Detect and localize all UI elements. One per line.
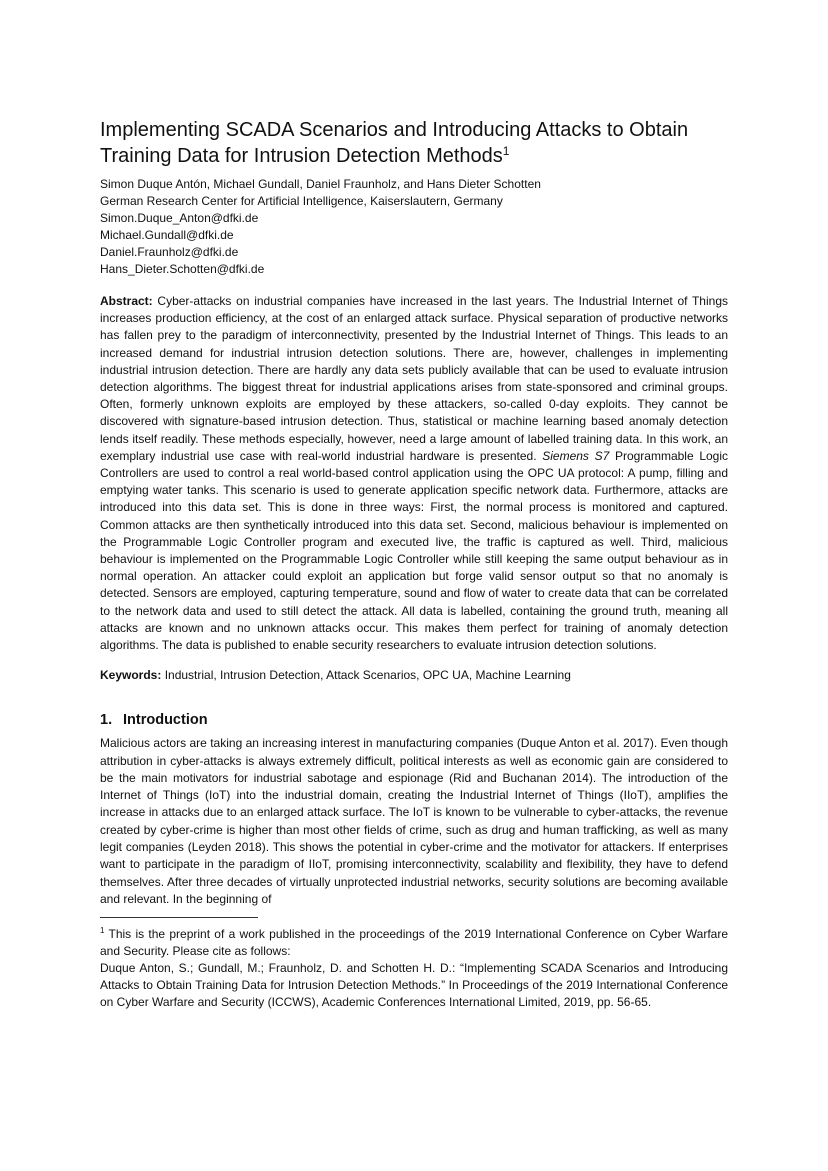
author-email: Hans_Dieter.Schotten@dfki.de [100, 262, 265, 276]
abstract-text: Cyber-attacks on industrial companies have increased in the last years. The Industrial Internet of Things increases production efficiency, at the cost of an enlarged attack surface. Physical separation of productive networks has fallen prey to the paradigm of interconnectivity, presented by the Industrial Internet of Things. This leads to an increased demand for industrial intrusion detection solutions. There are, however, challenges in implementing industrial intrusion detection. There are hardly any data sets publicly available that can be used to evaluate intrusion detection algorithms. The biggest threat for industrial applications arises from state-sponsored and criminal groups. Often, formerly unknown exploits are employed by these attackers, so-called 0-day exploits. They cannot be discovered with signature-based intrusion detection. Thus, statistical or machine learning based anomaly detection lends itself readily. These methods especially, however, need a large amount of labelled training data. In this work, an exemplary industrial use case with real-world industrial hardware is presented. [100, 294, 728, 463]
section-title: Introduction [123, 712, 208, 729]
keywords-label: Keywords: [100, 668, 162, 683]
footnote [100, 926, 728, 960]
author-list: Simon Duque Antón, Michael Gundall, Daniel Fraunholz, and Hans Dieter Schotten [100, 177, 541, 191]
abstract-label: Abstract: [100, 294, 153, 308]
author-email: Michael.Gundall@dfki.de [100, 228, 234, 242]
keywords [100, 667, 728, 684]
page-content [100, 117, 728, 1011]
author-email: Simon.Duque_Anton@dfki.de [100, 211, 259, 225]
footnote-text: This is the preprint of a work published in the proceedings of the 2019 International Conference on Cyber Warfare and Security. Please cite as follows: [100, 927, 728, 959]
abstract [100, 293, 728, 654]
footnote-mark: 1 [100, 926, 105, 936]
author-email: Daniel.Fraunholz@dfki.de [100, 245, 239, 259]
affiliation: German Research Center for Artificial Intelligence, Kaiserslautern, Germany [100, 194, 503, 208]
footnote-citation: Duque Anton, S.; Gundall, M.; Fraunholz, D. and Schotten H. D.: “Implementing SCADA Scenarios and Introducing Attacks to Obtain Training Data for Intrusion Detection Methods.” In Proceedings of the 2019 International Conference on Cyber Warfare and Security (ICCWS), Academic Conferences International Limited, 2019, pp. 56-65. [100, 961, 728, 1010]
section-heading-introduction [100, 710, 728, 730]
title-footnote-mark: 1 [502, 144, 510, 158]
paper-title-text: Implementing SCADA Scenarios and Introducing Attacks to Obtain Training Data for Intrusion Detection Methods [100, 119, 689, 167]
abstract-text-continued: Programmable Logic Controllers are used to control a real world-based control application using the OPC UA protocol: A pump, filling and emptying water tanks. This scenario is used to generate application specific network data. Furthermore, attacks are introduced into this data set. This is done in three ways: First, the normal process is monitored and captured. Common attacks are then synthetically introduced into this data set. Second, malicious behaviour is implemented on the Programmable Logic Controller program and executed live, the traffic is captured as well. Third, malicious behaviour is implemented on the Programmable Logic Controller while still keeping the same output behaviour as in normal operation. An attacker could exploit an application but forge valid sensor output so that no anomaly is detected. Sensors are employed, capturing temperature, sound and flow of water to create data that can be correlated to the network data and used to still detect the attack. All data is labelled, containing the ground truth, meaning all attacks are known and no unknown attacks occur. This makes them perfect for training of anomaly detection algorithms. The data is published to enable security researchers to evaluate intrusion detection solutions. [100, 448, 729, 653]
abstract-italic-term: Siemens S7 [542, 448, 610, 463]
footnote-separator [100, 917, 258, 918]
introduction-paragraph: Malicious actors are taking an increasing interest in manufacturing companies (Duque Anton et al. 2017). Even though attribution in cyber-attacks is always extremely difficult, political interests as well as economic gain are considered to be the main motivators for industrial sabotage and espionage (Rid and Buchanan 2014). The introduction of the Internet of Things (IoT) into the industrial domain, creating the Industrial Internet of Things (IIoT), amplifies the increase in attacks due to an enlarged attack surface. The IoT is known to be vulnerable to cyber-attacks, the revenue created by cyber-crime is higher than most other fields of crime, such as drug and human trafficking, as well as many legit companies (Leyden 2018). This shows the potential in cyber-crime and the motivator for attackers. If enterprises want to participate in the paradigm of IIoT, promising interconnectivity, scalability and flexibility, they have to defend themselves. After three decades of virtually unprotected industrial networks, security solutions are becoming available and relevant. In the beginning of [100, 736, 728, 906]
paper-title [100, 117, 728, 169]
keywords-text: Industrial, Intrusion Detection, Attack Scenarios, OPC UA, Machine Learning [161, 668, 571, 683]
section-number: 1. [100, 712, 113, 729]
